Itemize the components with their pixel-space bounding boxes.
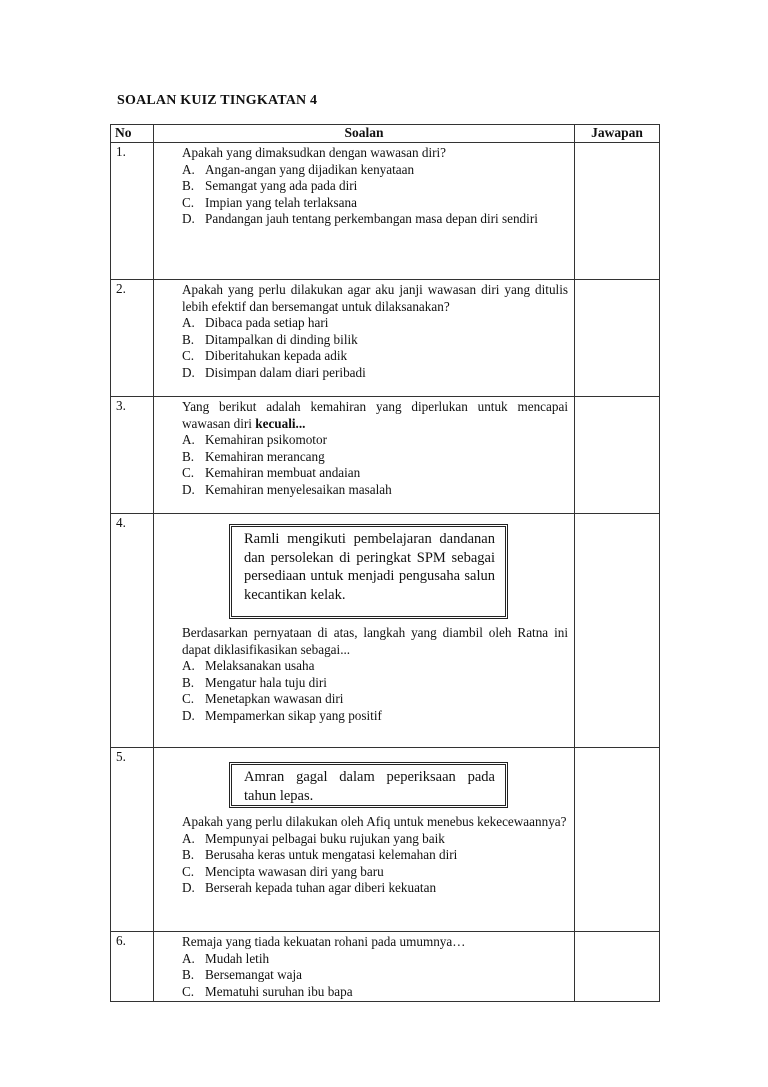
option-text: Mempamerkan sikap yang positif — [205, 707, 382, 723]
option-text: Mengatur hala tuju diri — [205, 674, 327, 690]
question-cell — [154, 280, 575, 397]
option-a — [182, 315, 568, 332]
question-row-1 — [111, 143, 660, 280]
question-cell — [154, 397, 575, 514]
answer-cell[interactable] — [575, 932, 660, 1002]
option-letter: B. — [182, 967, 195, 983]
header-row — [111, 125, 660, 143]
option-list — [182, 162, 568, 228]
option-letter: A. — [182, 950, 195, 966]
option-text: Semangat yang ada pada diri — [205, 178, 358, 194]
option-letter: C. — [182, 691, 195, 707]
option-text: Mematuhi suruhan ibu bapa — [205, 983, 353, 999]
option-letter: A. — [182, 432, 195, 448]
option-list — [182, 658, 568, 724]
question-cell — [154, 514, 575, 748]
quiz-table — [110, 124, 660, 1002]
option-a — [182, 162, 568, 179]
header-no: No — [111, 125, 154, 143]
header-question: Soalan — [154, 125, 575, 143]
option-d — [182, 482, 568, 499]
option-c — [182, 195, 568, 212]
option-list — [182, 315, 568, 381]
option-c — [182, 691, 568, 708]
option-b — [182, 332, 568, 349]
question-number: 6. — [111, 932, 154, 1002]
option-text: Diberitahukan kepada adik — [205, 348, 348, 364]
option-letter: B. — [182, 178, 195, 194]
option-c — [182, 984, 568, 1001]
option-text: Menetapkan wawasan diri — [205, 691, 344, 707]
option-text: Berserah kepada tuhan agar diberi kekuatan — [205, 880, 437, 896]
option-text: Kemahiran menyelesaikan masalah — [205, 481, 392, 497]
option-d — [182, 211, 568, 228]
option-letter: D. — [182, 707, 195, 723]
option-letter: D. — [182, 481, 195, 497]
option-letter: C. — [182, 348, 195, 364]
header-answer: Jawapan — [575, 125, 660, 143]
option-text: Impian yang telah terlaksana — [205, 194, 357, 210]
option-letter: C. — [182, 465, 195, 481]
option-text: Kemahiran membuat andaian — [205, 465, 361, 481]
option-text: Disimpan dalam diari peribadi — [205, 364, 366, 380]
answer-cell[interactable] — [575, 514, 660, 748]
question-stem: Berdasarkan pernyataan di atas, langkah yang diambil oleh Ratna ini dapat diklasifikasikan sebagai... — [182, 625, 568, 657]
option-c — [182, 348, 568, 365]
option-a — [182, 831, 568, 848]
option-text: Berusaha keras untuk mengatasi kelemahan diri — [205, 847, 458, 863]
option-letter: B. — [182, 331, 195, 347]
answer-cell[interactable] — [575, 748, 660, 932]
option-text: Mencipta wawasan diri yang baru — [205, 863, 384, 879]
question-row-4 — [111, 514, 660, 748]
option-letter: B. — [182, 448, 195, 464]
question-stem: Remaja yang tiada kekuatan rohani pada umumnya… — [182, 934, 466, 949]
answer-cell[interactable] — [575, 280, 660, 397]
question-row-2 — [111, 280, 660, 397]
option-letter: B. — [182, 847, 195, 863]
option-b — [182, 675, 568, 692]
option-text: Dibaca pada setiap hari — [205, 315, 329, 331]
option-text: Melaksanakan usaha — [205, 658, 315, 674]
option-a — [182, 432, 568, 449]
scenario-box: Ramli mengikuti pembelajaran dandanan dan persolekan di peringkat SPM sebagai persediaan untuk menjadi pengusaha salun kecantikan kelak. — [229, 524, 508, 619]
option-text: Kemahiran psikomotor — [205, 432, 327, 448]
question-number: 2. — [111, 280, 154, 397]
page-title: SOALAN KUIZ TINGKATAN 4 — [117, 93, 318, 108]
option-text: Mudah letih — [205, 950, 270, 966]
option-letter: C. — [182, 863, 195, 879]
option-d — [182, 365, 568, 382]
option-letter: A. — [182, 658, 195, 674]
option-a — [182, 951, 568, 968]
stem-emphasis: kecuali... — [255, 415, 306, 431]
question-stem: Apakah yang perlu dilakukan oleh Afiq untuk menebus kekecewaannya? — [182, 814, 567, 829]
answer-cell[interactable] — [575, 397, 660, 514]
option-letter: A. — [182, 161, 195, 177]
option-text: Ditampalkan di dinding bilik — [205, 331, 358, 347]
question-cell — [154, 748, 575, 932]
question-number: 4. — [111, 514, 154, 748]
option-text: Pandangan jauh tentang perkembangan masa depan diri sendiri — [205, 211, 538, 227]
option-letter: B. — [182, 674, 195, 690]
option-c — [182, 465, 568, 482]
stem-text: Yang berikut adalah kemahiran yang diperlukan untuk mencapai wawasan diri — [182, 399, 568, 431]
option-b — [182, 967, 568, 984]
option-c — [182, 864, 568, 881]
question-number: 1. — [111, 143, 154, 280]
option-text: Mempunyai pelbagai buku rujukan yang baik — [205, 830, 445, 846]
question-stem — [182, 399, 568, 432]
option-letter: D. — [182, 211, 195, 227]
option-letter: C. — [182, 983, 195, 999]
question-cell — [154, 932, 575, 1002]
option-letter: A. — [182, 830, 195, 846]
option-a — [182, 658, 568, 675]
option-d — [182, 708, 568, 725]
option-list — [182, 831, 568, 897]
option-b — [182, 178, 568, 195]
question-stem: Apakah yang dimaksudkan dengan wawasan diri? — [182, 145, 447, 160]
option-list — [182, 432, 568, 498]
option-letter: D. — [182, 880, 195, 896]
option-letter: C. — [182, 194, 195, 210]
option-d — [182, 880, 568, 897]
scenario-box: Amran gagal dalam peperiksaan pada tahun lepas. — [229, 762, 508, 808]
question-row-5 — [111, 748, 660, 932]
option-b — [182, 449, 568, 466]
option-letter: D. — [182, 364, 195, 380]
option-text: Angan-angan yang dijadikan kenyataan — [205, 161, 415, 177]
option-letter: A. — [182, 315, 195, 331]
answer-cell[interactable] — [575, 143, 660, 280]
question-row-6 — [111, 932, 660, 1002]
option-text: Bersemangat waja — [205, 967, 303, 983]
option-text: Kemahiran merancang — [205, 448, 325, 464]
question-row-3 — [111, 397, 660, 514]
question-stem: Apakah yang perlu dilakukan agar aku janji wawasan diri yang ditulis lebih efektif dan bersemangat untuk dilaksanakan? — [182, 282, 568, 314]
option-list — [182, 951, 568, 1001]
question-number: 3. — [111, 397, 154, 514]
question-cell — [154, 143, 575, 280]
question-number: 5. — [111, 748, 154, 932]
option-b — [182, 847, 568, 864]
